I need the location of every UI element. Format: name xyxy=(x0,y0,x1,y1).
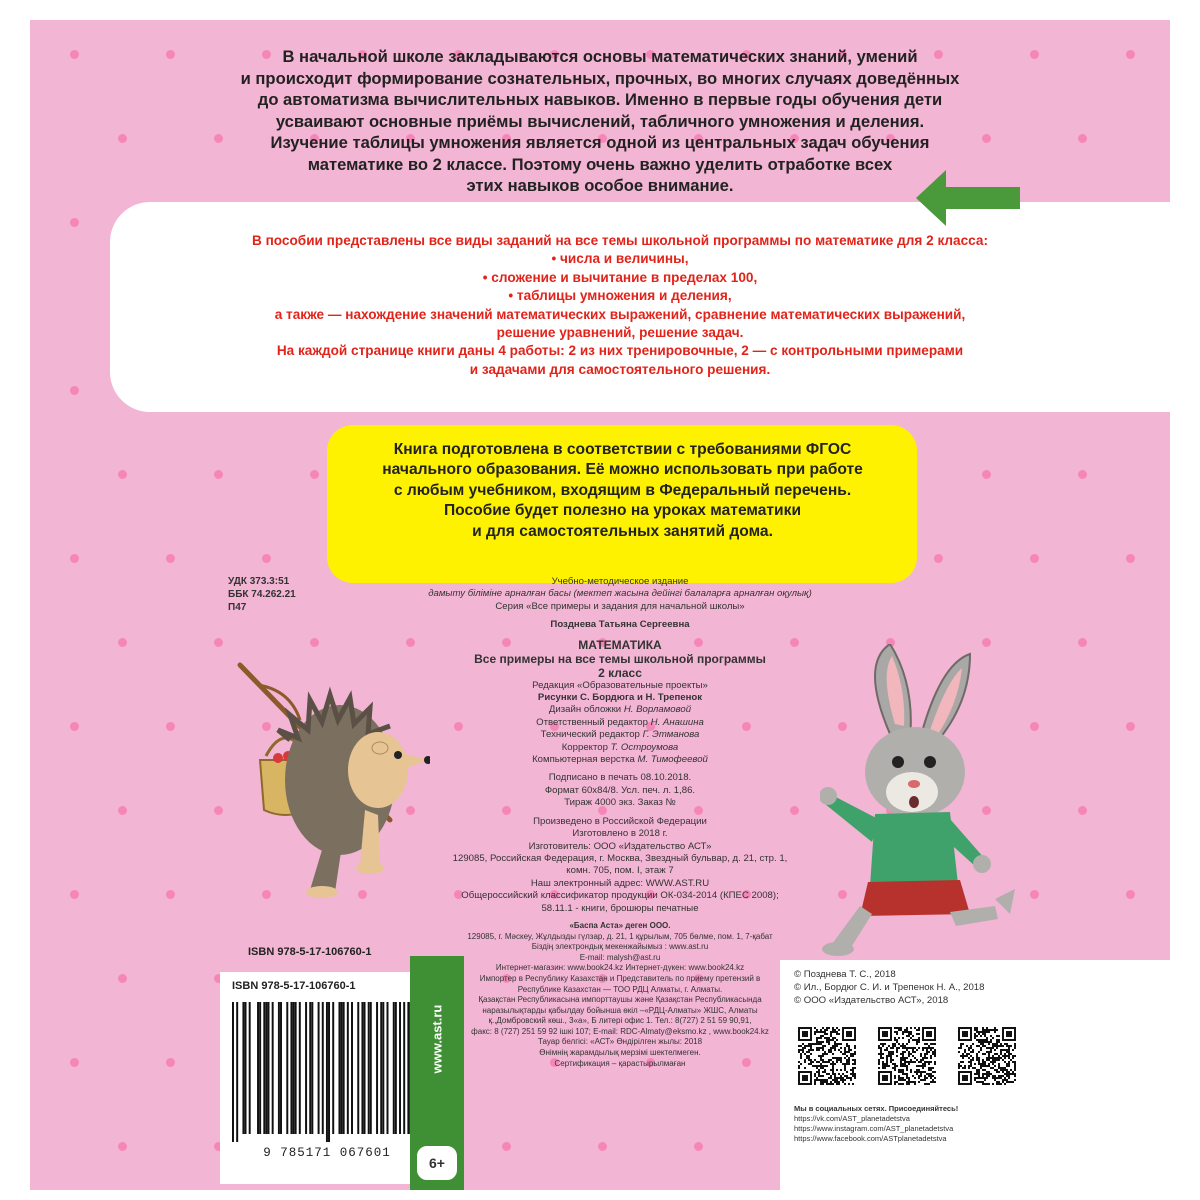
credit-corrector xyxy=(420,742,820,754)
barcode-bar xyxy=(249,1002,251,1134)
edition-type-kz: дамыту біліміне арналған басы (мектеп жасына дейінгі балаларға арналған оқулық) xyxy=(428,588,812,600)
classification-codes xyxy=(228,576,296,614)
signed-date: Подписано в печать 08.10.2018. xyxy=(548,772,692,784)
address-line: 129085, Российская Федерация, г. Москва, Звездный бульвар, д. 21, стр. 1, xyxy=(452,852,788,864)
kz-line: Сертификация – қарастырылмаған xyxy=(554,1058,686,1068)
polka-dot xyxy=(118,1142,127,1151)
features-line: • таблицы умножения и деления, xyxy=(508,288,732,304)
barcode-bar xyxy=(347,1002,349,1134)
isbn-label: ISBN 978-5-17-106760-1 xyxy=(248,946,372,958)
polka-dot xyxy=(118,974,127,983)
credit-tech xyxy=(420,729,820,741)
bbk-code: ББК 74.262.21 xyxy=(228,588,296,600)
social-link[interactable]: https://www.instagram.com/AST_planetadetstva xyxy=(794,1124,954,1133)
copyright-block xyxy=(794,968,984,1007)
credit-name: Т. Остроумова xyxy=(610,741,679,753)
barcode-bar xyxy=(368,1002,370,1134)
social-links xyxy=(794,1104,958,1144)
barcode-bar xyxy=(399,1002,401,1134)
credit-layout xyxy=(420,754,820,766)
qr-finder xyxy=(802,1031,808,1037)
credit-label: Дизайн обложки xyxy=(548,704,622,716)
rabbit-illustration xyxy=(820,644,1020,964)
credit-editor xyxy=(420,717,820,729)
classifier-line: 58.11.1 - книги, брошюры печатные xyxy=(541,902,699,914)
polka-dot xyxy=(310,638,319,647)
print-run: Тираж 4000 экз. Заказ № xyxy=(564,797,676,809)
barcode-bar xyxy=(395,1002,397,1134)
qr-finder xyxy=(882,1075,888,1081)
polka-dot xyxy=(118,638,127,647)
barcode-bar xyxy=(387,1002,389,1134)
qr-code-icon xyxy=(878,1027,936,1085)
barcode-digits: 9 785171 067601 xyxy=(263,1146,391,1160)
polka-dot xyxy=(70,218,79,227)
barcode-bar xyxy=(290,1002,292,1134)
polka-dot xyxy=(166,890,175,899)
polka-dot xyxy=(214,638,223,647)
kz-line: Қазақстан Республикасына импорттаушы және Қазақстан Республикасында xyxy=(478,995,762,1005)
barcode-bar xyxy=(322,1002,324,1134)
book-grade: 2 класс xyxy=(598,665,642,680)
kz-line: 129085, г. Мәскеу, Жұлдызды гүлзар, д. 21, 1 құрылым, 705 бөлме, пом. 1, 7-қабат xyxy=(467,931,773,941)
copyright-line: © Ил., Бордюг С. И. и Трепенок Н. А., 2018 xyxy=(794,982,985,993)
redaction: Редакция «Образовательные проекты» xyxy=(532,679,708,691)
polka-dot xyxy=(262,554,271,563)
fgos-line: с любым учебником, входящим в Федеральный перечень. xyxy=(393,481,852,499)
hedgehog-illustration xyxy=(230,660,430,910)
polka-dot xyxy=(1126,554,1135,563)
polka-dot xyxy=(982,470,991,479)
fgos-line: Пособие будет полезно на уроках математики xyxy=(443,502,802,520)
kz-line: факс: 8 (727) 251 59 92 ішкі 107; E-mail: RDC-Almaty@eksmo.kz , www.book24.kz xyxy=(471,1026,769,1036)
polka-dot xyxy=(118,134,127,143)
credit-name: М. Тимофеевой xyxy=(637,754,708,766)
kz-line: Өнімнің жарамдылық мерзімі шектелмеген. xyxy=(539,1048,701,1058)
features-line: На каждой странице книги даны 4 работы: 2 из них тренировочные, 2 — с контрольными примерами xyxy=(276,343,964,359)
edition-type: Учебно-методическое издание xyxy=(551,576,689,587)
barcode-bar xyxy=(361,1002,363,1134)
qr-finder xyxy=(962,1075,968,1081)
barcode-bar xyxy=(332,1002,334,1134)
barcode-bar xyxy=(295,1002,297,1134)
barcode-bar xyxy=(326,1002,328,1142)
author-name: Позднева Татьяна Сергеевна xyxy=(550,619,690,631)
features-line: В пособии представлены все виды заданий на все темы школьной программы по математике для 2 класса: xyxy=(252,233,988,248)
intro-paragraph xyxy=(200,46,1000,197)
polka-dot xyxy=(70,722,79,731)
social-heading: Мы в социальных сетях. Присоединяйтесь! xyxy=(794,1104,959,1113)
barcode-bar xyxy=(232,1002,234,1142)
barcode-bar xyxy=(299,1002,301,1134)
book-back-cover xyxy=(30,20,1170,1190)
barcode-bar xyxy=(278,1002,280,1134)
polka-dot xyxy=(1030,554,1039,563)
produced-in: Произведено в Российской Федерации xyxy=(533,815,707,827)
barcode-bar xyxy=(259,1002,261,1134)
barcode-bar xyxy=(293,1002,295,1134)
polka-dot xyxy=(70,386,79,395)
qr-code-icon xyxy=(798,1027,856,1085)
barcode-bar xyxy=(393,1002,395,1134)
barcode-bar xyxy=(364,1002,366,1134)
barcode-bar xyxy=(341,1002,343,1134)
features-list xyxy=(170,232,1070,379)
credit-name: Н. Анашина xyxy=(650,716,704,728)
polka-dot xyxy=(934,554,943,563)
intro-line: этих навыков особое внимание. xyxy=(466,176,734,195)
print-format: Формат 60x84/8. Усл. печ. л. 1,86. xyxy=(544,784,696,796)
social-link[interactable]: https://vk.com/AST_planetadetstva xyxy=(794,1114,910,1123)
arrow-left-icon xyxy=(916,170,1020,226)
barcode-bar xyxy=(286,1002,288,1134)
credit-label: Компьютерная верстка xyxy=(532,754,635,766)
barcode-bar xyxy=(265,1002,267,1134)
barcode-bar xyxy=(236,1002,238,1142)
book-subtitle: Все примеры на все темы школьной программы xyxy=(474,651,766,666)
features-line: и задачами для самостоятельного решения. xyxy=(469,361,771,377)
credit-label: Корректор xyxy=(561,741,608,753)
polka-dot xyxy=(1078,470,1087,479)
barcode-bar xyxy=(305,1002,307,1134)
polka-dot xyxy=(1030,50,1039,59)
udk-code: УДК 373.3:51 xyxy=(228,576,290,587)
polka-dot xyxy=(214,806,223,815)
polka-dot xyxy=(70,890,79,899)
barcode-bar xyxy=(245,1002,247,1134)
kz-line: Республике Казахстан — ТОО РДЦ Алматы, г. Алматы. xyxy=(517,984,723,994)
address-line: комн. 705, пом. I, этаж 7 xyxy=(566,865,674,877)
classifier-line: Общероссийский классификатор продукции ОК-034-2014 (КПЕС 2008); xyxy=(461,890,779,902)
kz-line: наразылықтарды қабылдау бойынша өкіл –«РДЦ-Алматы» ЖШС, Алматы xyxy=(482,1005,758,1015)
isbn-label: ISBN 978-5-17-106760-1 xyxy=(232,980,356,992)
polka-dot xyxy=(118,470,127,479)
kz-line: Біздің электрондық мекенжайымыз : www.ast.ru xyxy=(531,942,709,952)
polka-dot xyxy=(166,554,175,563)
barcode-bar xyxy=(318,1002,320,1134)
credit-label: Технический редактор xyxy=(540,729,640,741)
rights-panel xyxy=(780,960,1170,1190)
email-line: Наш электронный адрес: WWW.AST.RU xyxy=(530,877,710,889)
polka-dot xyxy=(502,1142,511,1151)
made-year: Изготовлено в 2018 г. xyxy=(572,828,668,840)
intro-line: и происходит формирование сознательных, прочных, во многих случаях доведённых xyxy=(240,68,960,88)
illustrations: Рисунки С. Бордюга и Н. Трепенок xyxy=(537,692,703,704)
series-name: Серия «Все примеры и задания для начальной школы» xyxy=(495,600,745,612)
intro-line: усваивают основные приёмы вычислений, табличного умножения и деления. xyxy=(275,111,925,131)
barcode-bar xyxy=(257,1002,259,1134)
barcode-bar xyxy=(272,1002,274,1134)
polka-dot xyxy=(1078,134,1087,143)
book-title: МАТЕМАТИКА xyxy=(578,637,662,652)
features-line: а также — нахождение значений математических выражений, сравнение математических выражений, xyxy=(274,306,966,322)
barcode-bar xyxy=(380,1002,382,1134)
kz-line: Тауар белгісі: «АСТ» Өндірілген жылы: 2018 xyxy=(537,1037,703,1047)
barcode-bar xyxy=(382,1002,384,1134)
polka-dot xyxy=(214,470,223,479)
fgos-text xyxy=(335,440,910,542)
barcode-bar xyxy=(311,1002,313,1134)
kz-line: E-mail: malysh@ast.ru xyxy=(579,952,661,962)
kz-line: қ.,Домбровский көш., 3«а», Б литері офис 1. Тел.: 8(727) 2 51 59 90,91, xyxy=(488,1016,752,1026)
credit-design xyxy=(420,704,820,716)
kz-line: Импортер в Республику Казахстан и Представитель по приему претензий в xyxy=(479,973,761,983)
barcode-bar xyxy=(370,1002,372,1134)
barcode-bar xyxy=(343,1002,345,1134)
fgos-line: начального образования. Её можно использовать при работе xyxy=(382,461,863,479)
polka-dot xyxy=(166,1058,175,1067)
features-line: • числа и величины, xyxy=(551,251,689,267)
credit-name: Н. Ворламовой xyxy=(623,704,692,716)
barcode-bar xyxy=(338,1002,340,1134)
barcode-bar xyxy=(263,1002,265,1134)
polka-dot xyxy=(1078,806,1087,815)
qr-finder xyxy=(882,1031,888,1037)
barcode-icon xyxy=(232,1002,422,1142)
copyright-line: © ООО «Издательство АСТ», 2018 xyxy=(794,995,949,1006)
author-mark: П47 xyxy=(228,601,247,613)
qr-code-icon xyxy=(958,1027,1016,1085)
credit-label: Ответственный редактор xyxy=(536,716,648,728)
polka-dot xyxy=(1078,638,1087,647)
barcode-bar xyxy=(403,1002,405,1134)
social-link[interactable]: https://www.facebook.com/ASTplanetadetstva xyxy=(794,1134,947,1143)
qr-finder xyxy=(846,1031,852,1037)
barcode-bar xyxy=(328,1002,330,1142)
polka-dot xyxy=(1126,50,1135,59)
qr-finder xyxy=(962,1031,968,1037)
qr-finder xyxy=(1006,1031,1012,1037)
publisher-tab xyxy=(410,956,464,1190)
barcode-panel xyxy=(220,972,432,1184)
polka-dot xyxy=(694,1142,703,1151)
polka-dot xyxy=(166,722,175,731)
polka-dot xyxy=(598,1142,607,1151)
manufacturer: Изготовитель: ООО «Издательство АСТ» xyxy=(528,840,712,852)
polka-dot xyxy=(1030,890,1039,899)
polka-dot xyxy=(70,1058,79,1067)
barcode-bar xyxy=(267,1002,269,1134)
credit-name: Г. Этманова xyxy=(642,729,700,741)
polka-dot xyxy=(70,50,79,59)
intro-line: математике во 2 классе. Поэтому очень важно уделить отработке всех xyxy=(307,154,893,174)
fgos-line: и для самостоятельных занятий дома. xyxy=(472,522,773,540)
polka-dot xyxy=(1030,722,1039,731)
qr-finder xyxy=(926,1031,932,1037)
barcode-bar xyxy=(351,1002,353,1134)
kz-line: «Баспа Аста» деген ООО. xyxy=(569,920,671,930)
features-line: • сложение и вычитание в пределах 100, xyxy=(482,269,758,285)
barcode-bar xyxy=(376,1002,378,1134)
copyright-line: © Позднева Т. С., 2018 xyxy=(794,969,896,980)
barcode-bar xyxy=(357,1002,359,1134)
features-line: решение уравнений, решение задач. xyxy=(496,325,744,341)
imprint-block xyxy=(420,576,820,1069)
qr-finder xyxy=(802,1075,808,1081)
polka-dot xyxy=(1126,722,1135,731)
polka-dot xyxy=(166,50,175,59)
fgos-line: Книга подготовлена в соответствии с требованиями ФГОС xyxy=(393,441,852,458)
barcode-bar xyxy=(242,1002,244,1134)
intro-line: до автоматизма вычислительных навыков. Именно в первые годы обучения дети xyxy=(257,90,943,109)
barcode-bar xyxy=(280,1002,282,1134)
publisher-site: www.ast.ru xyxy=(429,1004,445,1074)
polka-dot xyxy=(310,470,319,479)
polka-dot xyxy=(118,806,127,815)
intro-line: Изучение таблицы умножения является одной из центральных задач обучения xyxy=(270,133,930,152)
polka-dot xyxy=(406,638,415,647)
polka-dot xyxy=(1126,890,1135,899)
intro-line: В начальной школе закладываются основы математических знаний, умений xyxy=(282,47,918,66)
polka-dot xyxy=(70,554,79,563)
age-rating-badge: 6+ xyxy=(417,1146,457,1180)
barcode-bar xyxy=(309,1002,311,1134)
kz-line: Интернет-магазин: www.book24.kz Интернет-дүкен: www.book24.kz xyxy=(495,963,745,973)
